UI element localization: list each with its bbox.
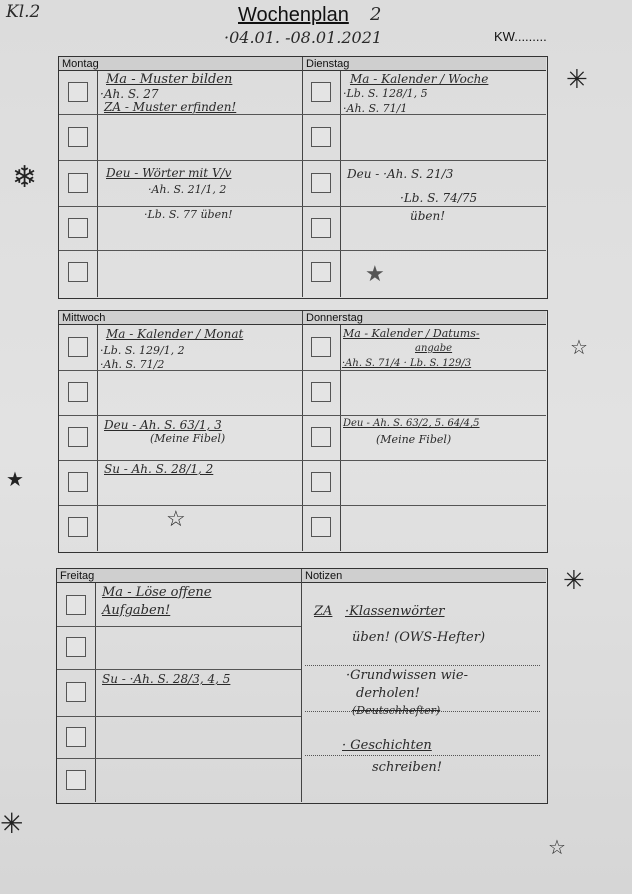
column-divider: [302, 57, 303, 297]
star-icon: ★: [365, 261, 385, 286]
mittwoch-entry-1-line-2: ·Lb. S. 129/1, 2: [100, 344, 185, 357]
task-checkbox[interactable]: [66, 637, 86, 657]
dienstag-entry-3-line-3: üben!: [410, 209, 446, 223]
notizen-line-3: ·Grundwissen wie-: [346, 668, 468, 683]
notizen-line-6: · Geschichten: [342, 738, 432, 753]
snowflake-icon: ✳: [563, 565, 585, 595]
row-divider: [59, 160, 546, 161]
star-outline-icon: ☆: [548, 837, 566, 859]
task-checkbox[interactable]: [311, 382, 331, 402]
checkbox-column-divider: [340, 71, 341, 297]
notizen-dotted-line: [305, 755, 540, 756]
montag-entry-1-line-2: ·Ah. S. 27: [100, 87, 159, 101]
header-notizen: Notizen: [302, 569, 546, 583]
task-checkbox[interactable]: [68, 218, 88, 238]
task-checkbox[interactable]: [311, 427, 331, 447]
header-mittwoch: Mittwoch: [59, 311, 302, 325]
row-divider: [57, 669, 301, 670]
notizen-line-7: schreiben!: [372, 760, 443, 775]
notizen-line-1: ·Klassenwörter: [345, 604, 445, 619]
donnerstag-entry-3-line-2: (Meine Fibel): [376, 433, 452, 446]
dienstag-entry-1-line-2: ·Lb. S. 128/1, 5: [343, 87, 428, 100]
corner-note: Kl.2: [6, 2, 41, 22]
date-range: ·04.01. -08.01.2021: [224, 28, 383, 47]
mittwoch-entry-1-line-1: Ma - Kalender / Monat: [106, 327, 244, 341]
snowflake-icon: ✳: [566, 64, 588, 94]
montag-entry-1-line-1: Ma - Muster bilden: [106, 72, 233, 87]
montag-entry-4-line-1: ·Lb. S. 77 üben!: [144, 208, 233, 221]
row-divider: [57, 758, 301, 759]
row-divider: [57, 626, 301, 627]
task-checkbox[interactable]: [66, 727, 86, 747]
row-divider: [57, 716, 301, 717]
task-checkbox[interactable]: [68, 262, 88, 282]
row-divider: [59, 505, 546, 506]
row-divider: [59, 114, 546, 115]
dienstag-entry-1-line-3: ·Ah. S. 71/1: [343, 102, 408, 115]
row-divider: [59, 250, 546, 251]
task-checkbox[interactable]: [311, 82, 331, 102]
freitag-entry-1-line-2: Aufgaben!: [102, 603, 171, 618]
snowflake-icon: ❄: [12, 161, 38, 194]
task-checkbox[interactable]: [68, 472, 88, 492]
task-checkbox[interactable]: [311, 173, 331, 193]
task-checkbox[interactable]: [311, 517, 331, 537]
star-outline-icon: ☆: [570, 337, 588, 359]
montag-entry-1-line-3: ZA - Muster erfinden!: [104, 100, 237, 114]
task-checkbox[interactable]: [311, 127, 331, 147]
task-checkbox[interactable]: [311, 472, 331, 492]
donnerstag-entry-1-line-2: angabe: [415, 343, 453, 354]
task-checkbox[interactable]: [66, 770, 86, 790]
task-checkbox[interactable]: [311, 337, 331, 357]
task-checkbox[interactable]: [66, 595, 86, 615]
page-title: Wochenplan: [238, 4, 349, 26]
calendar-week-label: KW.........: [494, 29, 547, 44]
task-checkbox[interactable]: [311, 262, 331, 282]
mittwoch-entry-3-line-1: Deu - Ah. S. 63/1, 3: [104, 418, 222, 432]
mittwoch-entry-3-line-2: (Meine Fibel): [150, 432, 226, 445]
donnerstag-entry-1-line-3: ·Ah. S. 71/4 · Lb. S. 129/3: [342, 358, 472, 369]
star-icon: ★: [6, 469, 24, 491]
mittwoch-entry-1-line-3: ·Ah. S. 71/2: [100, 358, 165, 371]
dienstag-entry-3-line-2: ·Lb. S. 74/75: [400, 191, 478, 205]
notizen-line-5: (Deutschhefter): [352, 704, 441, 717]
task-checkbox[interactable]: [68, 517, 88, 537]
freitag-entry-1-line-1: Ma - Löse offene: [102, 585, 212, 600]
notizen-line-2: üben! (OWS-Hefter): [352, 630, 486, 645]
donnerstag-entry-3-line-1: Deu - Ah. S. 63/2, 5. 64/4,5: [343, 418, 480, 429]
header-dienstag: Dienstag: [303, 57, 546, 71]
snowflake-icon: ✳: [0, 808, 24, 839]
mittwoch-entry-4-line-1: Su - Ah. S. 28/1, 2: [104, 462, 214, 476]
task-checkbox[interactable]: [311, 218, 331, 238]
notizen-za: ZA: [314, 604, 333, 619]
row-divider: [59, 460, 546, 461]
column-divider: [301, 569, 302, 802]
donnerstag-entry-1-line-1: Ma - Kalender / Datums-: [343, 327, 480, 340]
task-checkbox[interactable]: [68, 382, 88, 402]
header-donnerstag: Donnerstag: [303, 311, 546, 325]
task-checkbox[interactable]: [68, 173, 88, 193]
star-outline-icon: ☆: [166, 506, 186, 531]
task-checkbox[interactable]: [66, 682, 86, 702]
notizen-dotted-line: [305, 665, 540, 666]
montag-entry-3-line-2: ·Ah. S. 21/1, 2: [148, 183, 227, 196]
task-checkbox[interactable]: [68, 82, 88, 102]
dienstag-entry-1-line-1: Ma - Kalender / Woche: [350, 72, 489, 86]
dienstag-entry-3-line-1: Deu - ·Ah. S. 21/3: [347, 167, 454, 181]
column-divider: [302, 311, 303, 551]
checkbox-column-divider: [95, 583, 96, 802]
row-divider: [59, 206, 546, 207]
title-mark: 2: [370, 4, 382, 25]
notizen-line-4: derholen!: [356, 686, 420, 701]
task-checkbox[interactable]: [68, 337, 88, 357]
task-checkbox[interactable]: [68, 127, 88, 147]
checkbox-column-divider: [97, 71, 98, 297]
row-divider: [59, 415, 546, 416]
header-freitag: Freitag: [57, 569, 301, 583]
header-montag: Montag: [59, 57, 302, 71]
freitag-entry-3-line-1: Su - ·Ah. S. 28/3, 4, 5: [102, 672, 231, 686]
checkbox-column-divider: [340, 325, 341, 551]
checkbox-column-divider: [97, 325, 98, 551]
task-checkbox[interactable]: [68, 427, 88, 447]
montag-entry-3-line-1: Deu - Wörter mit V/v: [106, 166, 232, 180]
